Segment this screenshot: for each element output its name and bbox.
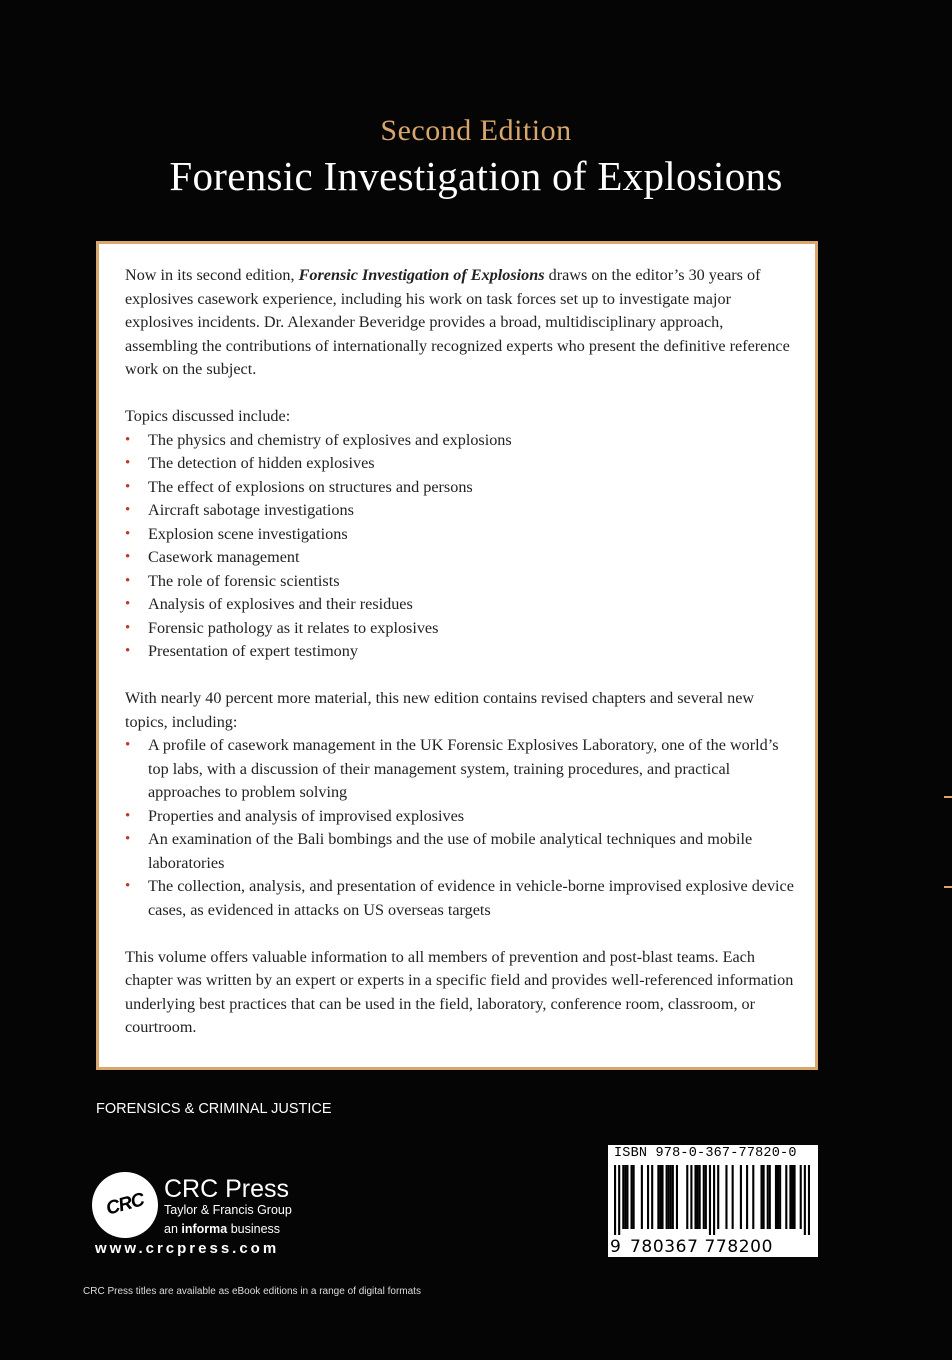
barcode-bar xyxy=(785,1165,787,1229)
list-item-text: The role of forensic scientists xyxy=(148,571,340,590)
barcode-bar xyxy=(686,1165,688,1229)
new-topics-list xyxy=(125,734,797,922)
bullet-icon: • xyxy=(125,478,131,495)
barcode-bar xyxy=(752,1165,754,1229)
isbn-label: ISBN 978-0-367-77820-0 xyxy=(614,1146,797,1161)
intro-prefix: Now in its second edition, xyxy=(125,266,299,284)
closing-paragraph: This volume offers valuable information to all members of prevention and post-blast teams. Each chapter was written by an expert or experts in a specific field and provides well-referenced information underlying best practices that can be used in the field, laboratory, conference room, classroom, or courtroom. xyxy=(125,947,794,1036)
barcode-bar xyxy=(713,1165,715,1235)
barcode-bar xyxy=(699,1165,701,1229)
intro-paragraph xyxy=(125,264,797,382)
barcode-bar xyxy=(676,1165,678,1229)
barcode-bar xyxy=(657,1165,659,1229)
list-item xyxy=(125,828,797,875)
barcode-bar xyxy=(670,1165,672,1229)
barcode-bar xyxy=(760,1165,762,1229)
barcode-bar xyxy=(668,1165,670,1229)
barcode-bar xyxy=(690,1165,692,1229)
blurb-text xyxy=(125,264,797,1040)
publisher-url: www.crcpress.com xyxy=(95,1240,280,1257)
barcode-bar xyxy=(709,1165,711,1235)
book-title: Forensic Investigation of Explosions xyxy=(169,153,783,199)
barcode-bar xyxy=(767,1165,769,1229)
list-item-text: The detection of hidden explosives xyxy=(148,454,375,472)
bullet-icon: • xyxy=(125,549,131,565)
intro-title: Forensic Investigation of Explosions xyxy=(298,266,545,284)
list-item xyxy=(125,429,797,453)
bullet-icon: • xyxy=(125,502,131,518)
ebook-note: CRC Press titles are available as eBook editions in a range of digital formats xyxy=(83,1286,421,1297)
list-item-text: Explosion scene investigations xyxy=(148,524,348,543)
list-item-text: The physics and chemistry of explosives and explosions xyxy=(148,430,512,449)
barcode-bar xyxy=(705,1165,707,1229)
bullet-icon: • xyxy=(125,572,131,589)
intro-rest: draws on the editor’s 30 years of explosives casework experience, including his work on task forces set up to investigate major explosives incidents. Dr. Alexander Beveridge provides a broad, multidisciplinary approach, assembling the contributions of internationally recognized experts who present the definitive reference work on the subject. xyxy=(125,266,790,378)
barcode-bars xyxy=(614,1165,810,1235)
list-item xyxy=(125,593,797,617)
list-item-text: Casework management xyxy=(148,548,300,566)
list-item-text: Presentation of expert testimony xyxy=(148,642,358,660)
list-item xyxy=(125,523,797,547)
barcode-bar xyxy=(697,1165,699,1229)
publisher-group: Taylor & Francis Group xyxy=(164,1203,292,1217)
barcode-bar xyxy=(651,1165,653,1229)
list-item-text: Analysis of explosives and their residues xyxy=(148,595,413,613)
barcode-bar xyxy=(614,1165,616,1235)
barcode-bar xyxy=(659,1165,661,1229)
bullet-icon: • xyxy=(125,525,131,542)
barcode-bar xyxy=(631,1165,633,1229)
list-item-text: A profile of casework management in the UK Forensic Explosives Laboratory, one of the world’s top labs, with a discussion of their management system, training procedures, and practical approaches to problem solving xyxy=(148,736,779,801)
barcode-bar xyxy=(740,1165,742,1229)
barcode-bar xyxy=(793,1165,795,1229)
list-item-text: The collection, analysis, and presentation of evidence in vehicle-borne improvised explosive device cases, as evidenced in attacks on US overseas targets xyxy=(148,877,794,919)
barcode-bar xyxy=(791,1165,793,1229)
barcode-bar xyxy=(694,1165,696,1229)
blurb-panel xyxy=(96,241,818,1070)
list-item xyxy=(125,452,797,476)
barcode-bar xyxy=(622,1165,624,1229)
publisher-informa: an informa business xyxy=(164,1222,281,1236)
barcode-bar xyxy=(661,1165,663,1229)
barcode-bar xyxy=(775,1165,777,1229)
bullet-icon: • xyxy=(125,455,131,471)
list-item xyxy=(125,875,797,922)
barcode-bar xyxy=(725,1165,727,1229)
list-item xyxy=(125,617,797,641)
spine-tick-top xyxy=(944,796,952,798)
barcode-bar xyxy=(763,1165,765,1229)
bullet-icon: • xyxy=(125,643,131,659)
list-item xyxy=(125,476,797,500)
list-item xyxy=(125,499,797,523)
topics-list xyxy=(125,429,797,664)
barcode-bar xyxy=(647,1165,649,1229)
bullet-icon: • xyxy=(125,831,131,847)
publisher-name: CRC Press xyxy=(164,1175,290,1203)
spine-tick-bottom xyxy=(944,886,952,888)
barcode-bar xyxy=(626,1165,628,1229)
barcode-bar xyxy=(808,1165,810,1235)
bullet-icon: • xyxy=(125,807,131,824)
ean-first-digit: 9 xyxy=(610,1237,621,1257)
list-item xyxy=(125,805,797,829)
bullet-icon: • xyxy=(125,431,131,448)
barcode-bar xyxy=(779,1165,781,1229)
new-material-intro: With nearly 40 percent more material, this new edition contains revised chapters and several new topics, including: xyxy=(125,689,755,731)
barcode-bar xyxy=(633,1165,635,1229)
edition-label: Second Edition xyxy=(380,114,572,147)
barcode-bar xyxy=(777,1165,779,1229)
list-item xyxy=(125,546,797,570)
crc-logo xyxy=(92,1172,158,1238)
barcode-bar xyxy=(624,1165,626,1229)
list-item-text: Forensic pathology as it relates to explosives xyxy=(148,618,439,637)
barcode-bar xyxy=(800,1165,802,1229)
barcode-bar xyxy=(789,1165,791,1229)
barcode-bar xyxy=(672,1165,674,1229)
topics-heading: Topics discussed include: xyxy=(125,407,291,425)
list-item xyxy=(125,640,797,664)
list-item-text: Aircraft sabotage investigations xyxy=(148,501,354,519)
list-item-text: The effect of explosions on structures and persons xyxy=(148,477,473,496)
barcode-bar xyxy=(618,1165,620,1235)
list-item xyxy=(125,570,797,594)
barcode xyxy=(608,1145,818,1257)
bullet-icon: • xyxy=(125,737,131,753)
bullet-icon: • xyxy=(125,619,131,636)
category-label: FORENSICS & CRIMINAL JUSTICE xyxy=(96,1101,332,1117)
bullet-icon: • xyxy=(125,596,131,612)
ean-digits: 780367 778200 xyxy=(630,1237,773,1257)
list-item xyxy=(125,734,797,805)
list-item-text: An examination of the Bali bombings and the use of mobile analytical techniques and mobile laboratories xyxy=(148,830,753,872)
barcode-bar xyxy=(769,1165,771,1229)
list-item-text: Properties and analysis of improvised explosives xyxy=(148,806,465,825)
bullet-icon: • xyxy=(125,878,131,894)
barcode-bar xyxy=(732,1165,734,1229)
barcode-bar xyxy=(746,1165,748,1229)
crc-logo-text: CRC xyxy=(103,1189,147,1220)
barcode-bar xyxy=(641,1165,643,1229)
barcode-bar xyxy=(804,1165,806,1235)
barcode-bar xyxy=(717,1165,719,1229)
barcode-bar xyxy=(703,1165,705,1229)
barcode-bar xyxy=(666,1165,668,1229)
